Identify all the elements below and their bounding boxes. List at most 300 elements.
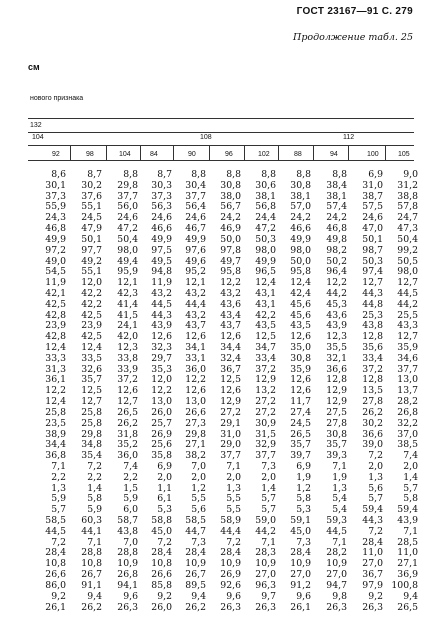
table-cell: 5,3 (296, 504, 311, 516)
table-cell: 41,4 (117, 298, 138, 310)
table-cell: 6,0 (123, 504, 138, 516)
table-cell: 58,7 (117, 515, 138, 526)
table-cell: 42,2 (81, 287, 102, 299)
table-cell: 32,4 (220, 352, 241, 364)
table-cell: 50,1 (81, 233, 102, 245)
table-cell: 28,4 (45, 547, 66, 559)
column-divider (70, 145, 71, 160)
table-cell: 30,2 (81, 179, 102, 191)
table-cell: 50,5 (397, 255, 418, 267)
table-cell: 50,3 (255, 233, 276, 245)
row-label: 132 (30, 122, 42, 129)
table-cell: 28,8 (117, 547, 138, 559)
table-cell: 26,0 (151, 406, 172, 418)
table-cell: 5,8 (403, 493, 418, 505)
table-cell: 43,7 (185, 320, 206, 332)
table-cell: 89,5 (185, 579, 206, 591)
table-cell: 37,7 (397, 363, 418, 375)
table-cell: 27,2 (255, 406, 276, 418)
table-cell: 10,9 (326, 558, 347, 570)
table-cell: 12,6 (185, 385, 206, 397)
table-cell: 26,3 (117, 601, 138, 613)
table-cell: 42,8 (45, 331, 66, 343)
table-cell: 24,6 (151, 212, 172, 224)
table-cell: 55,1 (81, 201, 102, 213)
value-column (185, 170, 206, 613)
table-cell: 37,7 (185, 190, 206, 202)
table-cell: 27,0 (290, 569, 311, 581)
table-cell: 28,2 (326, 547, 347, 559)
table-cell: 28,2 (397, 396, 418, 408)
table-cell: 30,8 (326, 428, 347, 440)
table-cell: 1,9 (296, 471, 311, 483)
table-cell: 50,3 (362, 255, 383, 267)
table-cell: 43,9 (326, 320, 347, 332)
table-cell: 47,3 (397, 223, 418, 235)
table-cell: 33,4 (362, 352, 383, 364)
table-cell: 32,2 (397, 417, 418, 429)
table-cell: 27,8 (326, 417, 347, 429)
table-cell: 47,2 (255, 223, 276, 235)
table-cell: 5,7 (368, 493, 383, 505)
table-cell: 49,0 (45, 255, 66, 267)
table-cell: 97,6 (185, 244, 206, 256)
table-cell: 37,2 (362, 363, 383, 375)
table-cell: 26,3 (220, 601, 241, 613)
table-cell: 38,1 (255, 190, 276, 202)
table-cell: 49,5 (151, 255, 172, 267)
table-cell: 26,3 (326, 601, 347, 613)
table-cell: 98,7 (362, 244, 383, 256)
table-cell: 56,7 (220, 201, 241, 213)
table-cell: 12,9 (326, 396, 347, 408)
table-cell: 27,1 (397, 558, 418, 570)
table-cell: 28,3 (255, 547, 276, 559)
table-cell: 42,5 (45, 298, 66, 310)
table-cell: 10,9 (220, 558, 241, 570)
column-divider (313, 145, 314, 160)
table-cell: 44,5 (326, 525, 347, 537)
table-cell: 12,7 (397, 277, 418, 289)
table-cell: 26,9 (151, 428, 172, 440)
table-cell: 43,5 (290, 320, 311, 332)
column-header: 98 (86, 151, 94, 158)
table-cell: 25,7 (151, 417, 172, 429)
table-cell: 24,5 (290, 417, 311, 429)
table-cell: 92,6 (220, 579, 241, 591)
table-cell: 12,5 (81, 385, 102, 397)
table-cell: 13,2 (255, 385, 276, 397)
column-header: 94 (330, 151, 338, 158)
rule-row-label (28, 132, 414, 133)
table-cell: 95,8 (290, 266, 311, 278)
table-cell: 12,7 (117, 396, 138, 408)
table-cell: 58,5 (45, 515, 66, 526)
table-cell: 42,3 (117, 287, 138, 299)
table-cell: 30,4 (185, 179, 206, 191)
table-cell: 28,4 (151, 547, 172, 559)
table-cell: 1,4 (87, 482, 102, 494)
table-cell: 12,6 (117, 385, 138, 397)
table-cell: 59,4 (362, 504, 383, 516)
table-cell: 7,3 (296, 536, 311, 548)
table-cell: 5,7 (261, 504, 276, 516)
table-cell: 10,8 (151, 558, 172, 570)
table-cell: 34,1 (185, 342, 206, 353)
table-cell: 25,3 (362, 309, 383, 321)
table-cell: 29,7 (151, 352, 172, 364)
table-cell: 7,3 (261, 460, 276, 472)
table-cell: 94,8 (151, 266, 172, 278)
table-cell: 5,5 (226, 493, 241, 505)
table-cell: 50,4 (397, 233, 418, 245)
table-cell: 98,0 (290, 244, 311, 256)
table-cell: 35,7 (290, 439, 311, 451)
column-header: 88 (294, 151, 302, 158)
table-cell: 96,3 (255, 579, 276, 591)
table-cell: 36,0 (185, 363, 206, 375)
table-cell: 26,0 (151, 601, 172, 613)
value-column (326, 170, 347, 613)
table-cell: 10,8 (81, 558, 102, 570)
table-cell: 25,6 (151, 439, 172, 451)
table-cell: 7,0 (123, 536, 138, 548)
table-cell: 43,2 (151, 287, 172, 299)
table-cell: 12,2 (220, 277, 241, 289)
table-cell: 44,3 (362, 287, 383, 299)
table-cell: 33,5 (81, 352, 102, 364)
table-cell: 24,1 (117, 320, 138, 332)
table-cell: 100,8 (391, 579, 418, 591)
table-cell: 42,2 (81, 298, 102, 310)
table-cell: 12,4 (255, 277, 276, 289)
table-cell: 58,9 (220, 515, 241, 526)
table-cell: 5,7 (403, 482, 418, 494)
table-cell: 26,3 (362, 601, 383, 613)
table-cell: 57,5 (362, 201, 383, 213)
table-cell: 11,0 (362, 547, 383, 559)
table-cell: 7,2 (368, 450, 383, 462)
table-cell: 1,3 (332, 482, 347, 494)
table-cell: 24,6 (117, 212, 138, 224)
table-cell: 35,7 (81, 374, 102, 386)
table-subtitle: нового признака (30, 95, 84, 102)
table-cell: 26,2 (185, 601, 206, 613)
table-cell: 30,2 (362, 417, 383, 429)
table-cell: 24,7 (397, 212, 418, 224)
table-cell: 32,1 (326, 352, 347, 364)
table-cell: 43,2 (220, 287, 241, 299)
table-cell: 2,2 (87, 471, 102, 483)
table-cell: 7,1 (332, 536, 347, 548)
table-cell: 12,4 (45, 396, 66, 408)
table-cell: 44,1 (81, 525, 102, 537)
table-cell: 44,2 (255, 525, 276, 537)
table-cell: 12,5 (255, 331, 276, 343)
table-cell: 44,5 (397, 287, 418, 299)
table-cell: 12,6 (290, 385, 311, 397)
table-cell: 25,8 (81, 417, 102, 429)
table-cell: 42,5 (81, 331, 102, 343)
table-cell: 7,2 (157, 536, 172, 548)
table-cell: 59,3 (326, 515, 347, 526)
table-cell: 12,0 (151, 374, 172, 386)
table-cell: 27,4 (290, 406, 311, 418)
table-cell: 8,7 (157, 169, 172, 180)
table-cell: 50,2 (326, 255, 347, 267)
table-cell: 38,2 (185, 450, 206, 462)
table-cell: 9,8 (332, 590, 347, 602)
column-divider (348, 145, 349, 160)
value-column (290, 170, 311, 613)
table-cell: 12,5 (220, 374, 241, 386)
table-cell: 36,1 (45, 374, 66, 386)
table-cell: 37,0 (397, 428, 418, 440)
table-cell: 60,3 (81, 515, 102, 526)
table-cell: 5,5 (226, 504, 241, 516)
table-cell: 46,9 (220, 223, 241, 235)
table-cell: 5,9 (51, 493, 66, 505)
table-cell: 41,5 (117, 309, 138, 321)
table-cell: 6,9 (368, 169, 383, 180)
table-cell: 29,8 (185, 428, 206, 440)
table-cell: 28,4 (362, 536, 383, 548)
table-cell: 26,7 (81, 569, 102, 581)
table-cell: 2,2 (123, 471, 138, 483)
table-cell: 26,6 (45, 569, 66, 581)
table-cell: 37,7 (220, 450, 241, 462)
table-cell: 30,1 (45, 179, 66, 191)
table-cell: 44,5 (151, 298, 172, 310)
table-cell: 44,3 (151, 309, 172, 321)
table-cell: 46,7 (185, 223, 206, 235)
table-cell: 1,2 (191, 482, 206, 494)
table-cell: 7,1 (226, 460, 241, 472)
column-divider (278, 145, 279, 160)
table-cell: 11,9 (45, 277, 66, 289)
table-cell: 43,1 (255, 298, 276, 310)
table-cell: 35,3 (151, 363, 172, 375)
table-cell: 42,5 (81, 309, 102, 321)
column-header: 92 (52, 151, 60, 158)
table-cell: 38,0 (220, 190, 241, 202)
table-cell: 12,6 (220, 331, 241, 343)
table-cell: 43,6 (326, 309, 347, 321)
table-cell: 30,3 (151, 179, 172, 191)
table-cell: 97,2 (45, 244, 66, 256)
table-cell: 1,9 (332, 471, 347, 483)
table-cell: 43,8 (117, 525, 138, 537)
table-cell: 7,2 (87, 460, 102, 472)
table-cell: 12,4 (290, 277, 311, 289)
value-column (220, 170, 241, 613)
table-cell: 26,1 (45, 601, 66, 613)
table-cell: 9,2 (51, 590, 66, 602)
table-cell: 28,4 (185, 547, 206, 559)
table-cell: 44,4 (185, 298, 206, 310)
value-column (117, 170, 138, 613)
table-cell: 56,4 (185, 201, 206, 213)
table-cell: 43,9 (151, 320, 172, 332)
table-cell: 86,0 (45, 579, 66, 591)
table-cell: 5,6 (368, 482, 383, 494)
table-cell: 27,1 (185, 439, 206, 451)
table-cell: 43,4 (220, 309, 241, 321)
column-header: 100 (367, 151, 379, 158)
table-cell: 2,2 (51, 471, 66, 483)
table-cell: 12,3 (326, 331, 347, 343)
table-cell: 26,2 (81, 601, 102, 613)
table-cell: 49,6 (185, 255, 206, 267)
table-cell: 44,2 (326, 287, 347, 299)
table-cell: 98,2 (326, 244, 347, 256)
table-cell: 7,4 (123, 460, 138, 472)
table-cell: 5,9 (87, 504, 102, 516)
table-cell: 35,6 (362, 342, 383, 353)
table-cell: 10,9 (290, 558, 311, 570)
table-cell: 99,2 (397, 244, 418, 256)
table-cell: 28,4 (290, 547, 311, 559)
table-cell: 43,3 (397, 320, 418, 332)
table-cell: 55,1 (81, 266, 102, 278)
table-cell: 44,5 (45, 525, 66, 537)
table-cell: 36,0 (117, 450, 138, 462)
table-cell: 36,7 (362, 569, 383, 581)
table-cell: 7,4 (403, 450, 418, 462)
table-cell: 5,7 (51, 504, 66, 516)
table-cell: 8,8 (332, 169, 347, 180)
table-cell: 35,4 (81, 450, 102, 462)
value-column (151, 170, 172, 613)
table-cell: 12,7 (362, 277, 383, 289)
rule-groups (28, 145, 414, 146)
table-cell: 12,2 (185, 374, 206, 386)
table-cell: 49,9 (290, 233, 311, 245)
table-cell: 46,8 (326, 223, 347, 235)
table-cell: 25,8 (45, 406, 66, 418)
value-column (362, 170, 383, 613)
table-cell: 29,1 (220, 417, 241, 429)
table-cell: 11,7 (290, 396, 311, 408)
table-cell: 43,5 (255, 320, 276, 332)
table-cell: 26,6 (185, 406, 206, 418)
table-cell: 96,5 (255, 266, 276, 278)
table-cell: 54,5 (45, 266, 66, 278)
table-cell: 7,1 (403, 525, 418, 537)
table-cell: 7,1 (332, 460, 347, 472)
table-cell: 33,4 (255, 352, 276, 364)
table-cell: 35,0 (290, 342, 311, 353)
table-cell: 12,7 (397, 331, 418, 343)
table-cell: 1,4 (261, 482, 276, 494)
table-cell: 97,4 (362, 266, 383, 278)
column-divider (106, 145, 107, 160)
value-column (45, 170, 66, 613)
table-cell: 32,6 (81, 363, 102, 375)
column-header: 90 (188, 151, 196, 158)
table-cell: 44,3 (362, 515, 383, 526)
table-cell: 28,8 (81, 547, 102, 559)
table-cell: 36,7 (220, 363, 241, 375)
table-cell: 1,1 (157, 482, 172, 494)
table-cell: 8,7 (87, 169, 102, 180)
table-cell: 27,0 (362, 558, 383, 570)
table-cell: 45,0 (290, 525, 311, 537)
table-cell: 95,2 (185, 266, 206, 278)
table-cell: 98,0 (397, 266, 418, 278)
table-cell: 30,9 (255, 417, 276, 429)
table-cell: 38,1 (326, 190, 347, 202)
table-cell: 96,4 (326, 266, 347, 278)
table-cell: 12,1 (117, 277, 138, 289)
table-cell: 34,4 (220, 342, 241, 353)
table-cell: 26,5 (290, 428, 311, 440)
table-cell: 29,8 (81, 428, 102, 440)
group-label-2: 112 (343, 134, 355, 141)
table-cell: 33,9 (117, 363, 138, 375)
table-cell: 7,2 (51, 536, 66, 548)
table-cell: 31,3 (45, 363, 66, 375)
table-cell: 12,2 (326, 277, 347, 289)
table-cell: 43,1 (255, 287, 276, 299)
table-cell: 44,7 (185, 525, 206, 537)
table-cell: 45,6 (290, 298, 311, 310)
table-cell: 31,8 (117, 428, 138, 440)
table-cell: 8,8 (296, 169, 311, 180)
table-cell: 12,3 (117, 342, 138, 353)
table-cell: 38,1 (290, 190, 311, 202)
table-cell: 13,0 (185, 396, 206, 408)
table-cell: 32,9 (255, 439, 276, 451)
table-cell: 9,2 (368, 590, 383, 602)
table-cell: 50,4 (117, 233, 138, 245)
value-column (255, 170, 276, 613)
table-cell: 38,5 (397, 439, 418, 451)
table-cell: 27,0 (255, 569, 276, 581)
table-cell: 12,6 (185, 331, 206, 343)
page-header: ГОСТ 23167—91 С. 279 (296, 6, 413, 17)
table-cell: 2,0 (157, 471, 172, 483)
table-cell: 24,3 (45, 212, 66, 224)
table-cell: 42,8 (45, 309, 66, 321)
table-cell: 95,8 (220, 266, 241, 278)
table-cell: 45,0 (151, 525, 172, 537)
table-cell: 36,6 (326, 363, 347, 375)
table-cell: 2,0 (368, 460, 383, 472)
table-cell: 91,1 (81, 579, 102, 591)
table-cell: 9,7 (261, 590, 276, 602)
table-cell: 36,8 (45, 450, 66, 462)
table-cell: 12,1 (185, 277, 206, 289)
table-cell: 12,6 (220, 385, 241, 397)
table-cell: 2,0 (261, 471, 276, 483)
table-cell: 29,0 (220, 439, 241, 451)
table-cell: 1,2 (296, 482, 311, 494)
table-cell: 46,6 (290, 223, 311, 235)
table-cell: 49,4 (117, 255, 138, 267)
table-cell: 10,9 (185, 558, 206, 570)
table-cell: 42,2 (255, 309, 276, 321)
table-cell: 24,2 (220, 212, 241, 224)
table-cell: 2,0 (191, 471, 206, 483)
table-cell: 12,8 (326, 374, 347, 386)
table-cell: 26,8 (117, 569, 138, 581)
table-cell: 9,6 (296, 590, 311, 602)
table-cell: 10,9 (117, 558, 138, 570)
table-cell: 11,0 (397, 547, 418, 559)
table-cell: 5,6 (191, 504, 206, 516)
table-cell: 5,4 (332, 493, 347, 505)
